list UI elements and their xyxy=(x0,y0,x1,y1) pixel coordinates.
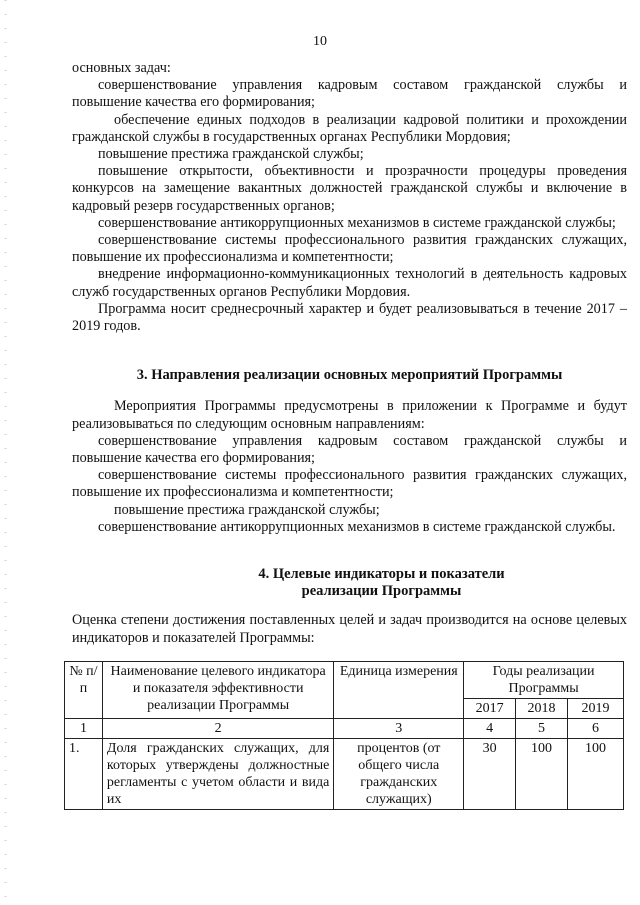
section3-item: повышение престижа гражданской службы; xyxy=(114,501,380,518)
intro-item: совершенствование управления кадровым составом гражданской службы и повышение качества его формирования; xyxy=(72,77,627,111)
page-body xyxy=(69,60,627,810)
header-num: № п/п xyxy=(65,661,103,718)
scan-margin-marks xyxy=(4,0,7,905)
intro-lead: основных задач: xyxy=(72,60,171,76)
table-row xyxy=(65,738,624,809)
intro-item: повышение открытости, объективности и прозрачности процедуры проведения конкурсов на замещение вакантных должностей гражданской службы и включение в кадровый резерв государственных органов; xyxy=(72,163,627,214)
section3-heading: 3. Направления реализации основных мероприятий Программы xyxy=(136,367,563,384)
year-cell: 2017 xyxy=(464,698,516,718)
year-cell: 2019 xyxy=(568,698,624,718)
table-column-numbers-row xyxy=(65,718,624,738)
table-header-row xyxy=(65,661,624,698)
intro-item: повышение престижа гражданской службы; xyxy=(98,146,364,163)
row-num: 1. xyxy=(65,738,103,809)
section3-item: совершенствование антикоррупционных механизмов в системе гражданской службы. xyxy=(98,518,616,535)
row-value-2017: 30 xyxy=(464,738,516,809)
section4-heading-line1: 4. Целевые индикаторы и показатели xyxy=(258,566,505,583)
intro-item: обеспечение единых подходов в реализации кадровой политики и прохождении гражданской службы в государственных органах Республики Мордовия; xyxy=(72,111,627,145)
row-unit: процентов (от общего числа гражданских служащих) xyxy=(334,738,464,809)
section3-item: совершенствование управления кадровым составом гражданской службы и повышение качества его формирования; xyxy=(72,432,627,467)
section4-lead: Оценка степени достижения поставленных целей и задач производится на основе целевых индикаторов и показателей Программы: xyxy=(72,612,627,646)
section3-lead: Мероприятия Программы предусмотрены в приложении к Программе и будут реализовываться по следующим основным направлениям: xyxy=(72,398,627,432)
indicators-table xyxy=(64,661,624,810)
header-indicator-name: Наименование целевого индикатора и показателя эффективности реализации Программы xyxy=(102,661,333,718)
year-cell: 2018 xyxy=(516,698,568,718)
page-number: 10 xyxy=(313,34,327,49)
column-number: 2 xyxy=(102,718,333,738)
intro-item: совершенствование антикоррупционных механизмов в системе гражданской службы; xyxy=(98,214,616,231)
column-number: 3 xyxy=(334,718,464,738)
header-years: Годы реализации Программы xyxy=(464,661,624,698)
column-number: 1 xyxy=(65,718,103,738)
column-number: 6 xyxy=(568,718,624,738)
column-number: 4 xyxy=(464,718,516,738)
header-unit: Единица измерения xyxy=(334,661,464,718)
row-value-2019: 100 xyxy=(568,738,624,809)
intro-item: внедрение информационно-коммуникационных технологий в деятельность кадровых служб государственных органов Республики Мордовия. xyxy=(72,266,627,300)
column-number: 5 xyxy=(516,718,568,738)
section3-item: совершенствование системы профессионального развития гражданских служащих, повышение их профессионализма и компетентности; xyxy=(72,467,627,501)
row-indicator-name: Доля гражданских служащих, для которых утверждены должностные регламенты с учетом области и вида их xyxy=(102,738,333,809)
section4-heading-line2: реализации Программы xyxy=(301,583,462,600)
intro-item: совершенствование системы профессионального развития гражданских служащих, повышение их профессионализма и компетентности; xyxy=(72,232,627,266)
row-value-2018: 100 xyxy=(516,738,568,809)
intro-closing: Программа носит среднесрочный характер и будет реализовываться в течение 2017 – 2019 годов. xyxy=(72,300,627,335)
